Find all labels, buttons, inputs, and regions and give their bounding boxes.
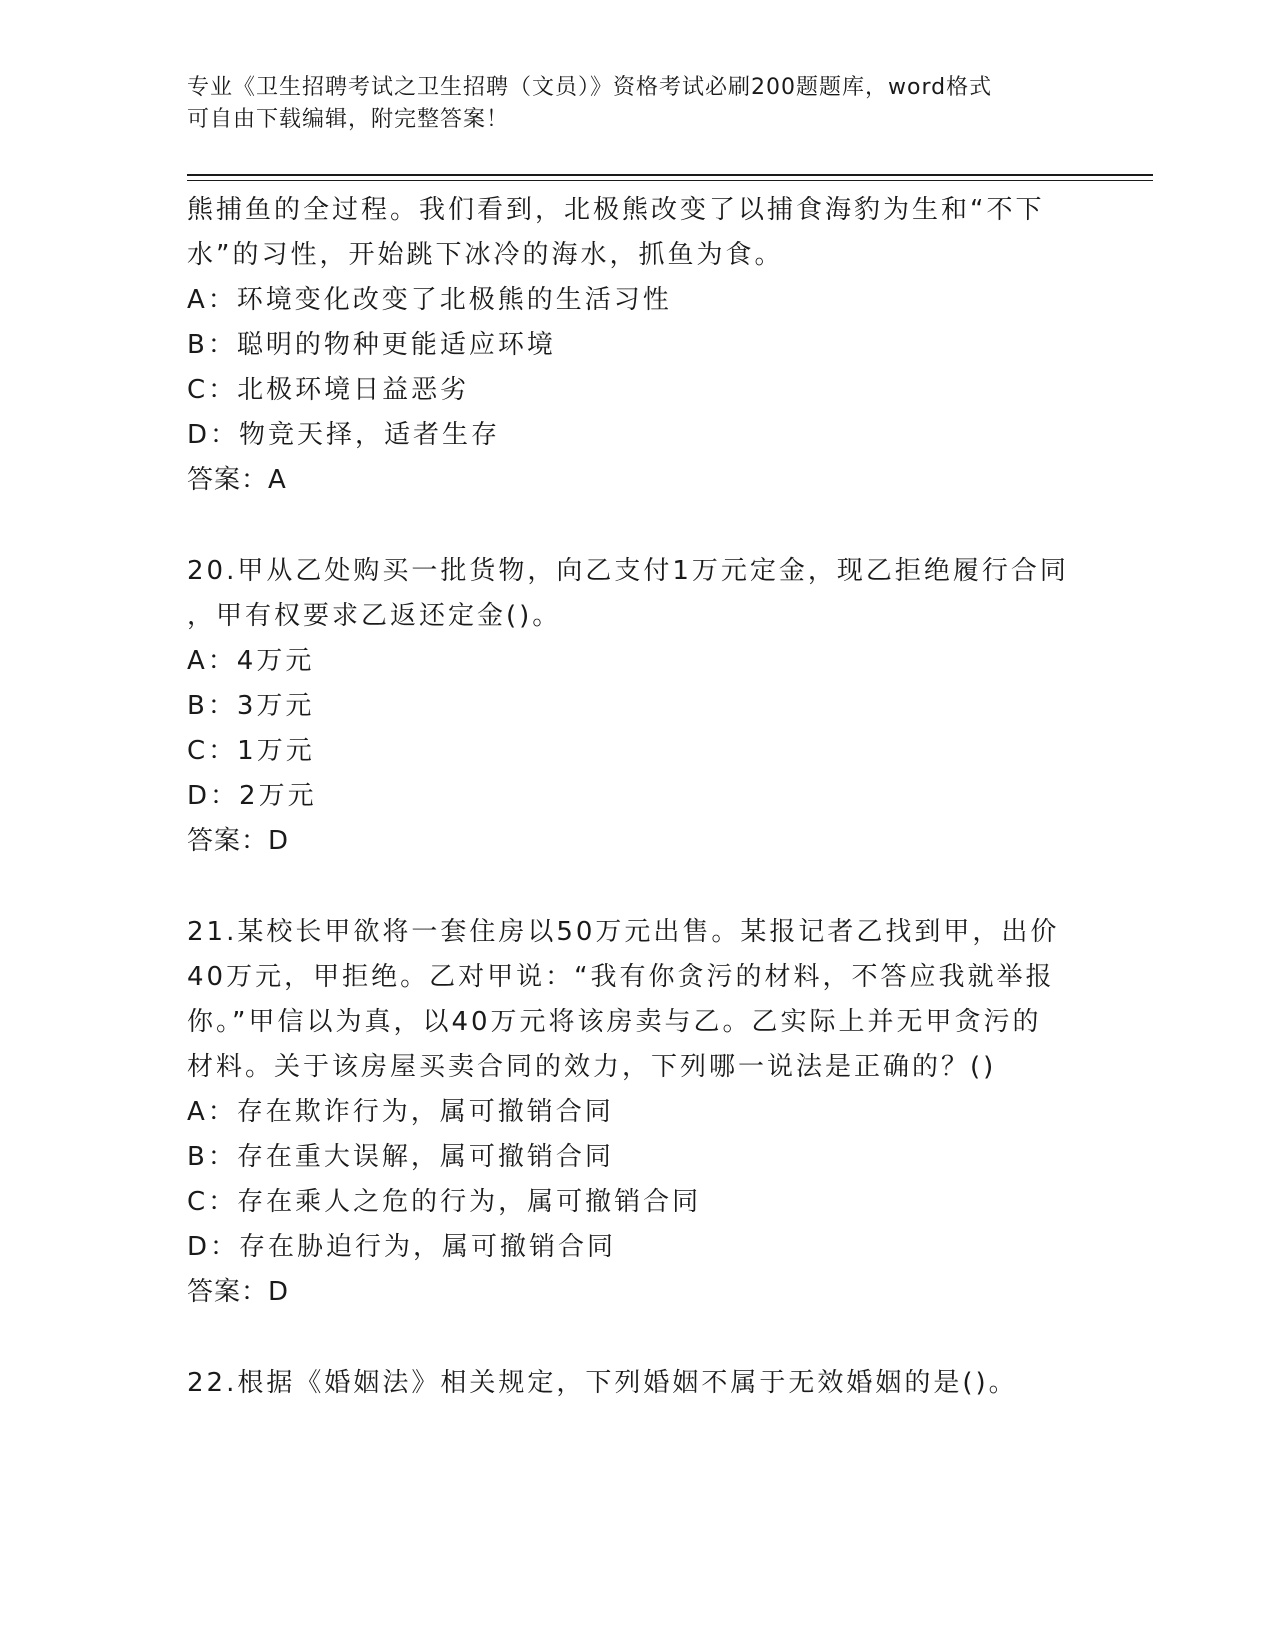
- option-a: A：存在欺诈行为，属可撤销合同: [187, 1097, 614, 1127]
- question-20: [187, 549, 1087, 864]
- spacer: [187, 503, 1087, 549]
- option-c: C：1万元: [187, 736, 315, 766]
- option-c: C：存在乘人之危的行为，属可撤销合同: [187, 1187, 702, 1217]
- question-stem-line: 40万元，甲拒绝。乙对甲说：“我有你贪污的材料，不答应我就举报: [187, 962, 1055, 992]
- question-stem-line: 材料。关于该房屋买卖合同的效力，下列哪一说法是正确的？(): [187, 1052, 997, 1082]
- option-b: B：3万元: [187, 691, 315, 721]
- question-stem-line: 水”的习性，开始跳下冰冷的海水，抓鱼为食。: [187, 240, 784, 270]
- question-stem-line: 20.甲从乙处购买一批货物，向乙支付1万元定金，现乙拒绝履行合同: [187, 556, 1069, 586]
- option-a: A：环境变化改变了北极熊的生活习性: [187, 285, 672, 315]
- question-stem-line: ，甲有权要求乙返还定金()。: [187, 601, 562, 631]
- question-22: [187, 1361, 1087, 1406]
- question-stem-line: 你。”甲信以为真，以40万元将该房卖与乙。乙实际上并无甲贪污的: [187, 1007, 1042, 1037]
- option-d: D：2万元: [187, 781, 317, 811]
- option-c: C：北极环境日益恶劣: [187, 375, 470, 405]
- header-rule-thin: [187, 180, 1153, 181]
- question-19-continuation: [187, 188, 1087, 503]
- answer-line: 答案：D: [187, 1277, 290, 1307]
- option-b: B：存在重大误解，属可撤销合同: [187, 1142, 614, 1172]
- option-d: D：存在胁迫行为，属可撤销合同: [187, 1232, 617, 1262]
- option-b: B：聪明的物种更能适应环境: [187, 330, 556, 360]
- spacer: [187, 1315, 1087, 1361]
- question-stem-line: 22.根据《婚姻法》相关规定，下列婚姻不属于无效婚姻的是()。: [187, 1368, 1018, 1398]
- option-a: A：4万元: [187, 646, 315, 676]
- header-title-line-1: 专业《卫生招聘考试之卫生招聘（文员）》资格考试必刷200题题库，word格式: [187, 75, 993, 100]
- answer-line: 答案：A: [187, 465, 287, 495]
- question-21: [187, 910, 1087, 1315]
- page-header: [187, 72, 1087, 136]
- question-stem-line: 21.某校长甲欲将一套住房以50万元出售。某报记者乙找到甲，出价: [187, 917, 1060, 947]
- header-title-line-2: 可自由下载编辑，附完整答案！: [187, 107, 510, 132]
- option-d: D：物竞天择，适者生存: [187, 420, 501, 450]
- document-body: [187, 188, 1087, 1406]
- spacer: [187, 864, 1087, 910]
- question-stem-line: 熊捕鱼的全过程。我们看到，北极熊改变了以捕食海豹为生和“不下: [187, 195, 1045, 225]
- header-rule: [187, 174, 1153, 176]
- answer-line: 答案：D: [187, 826, 290, 856]
